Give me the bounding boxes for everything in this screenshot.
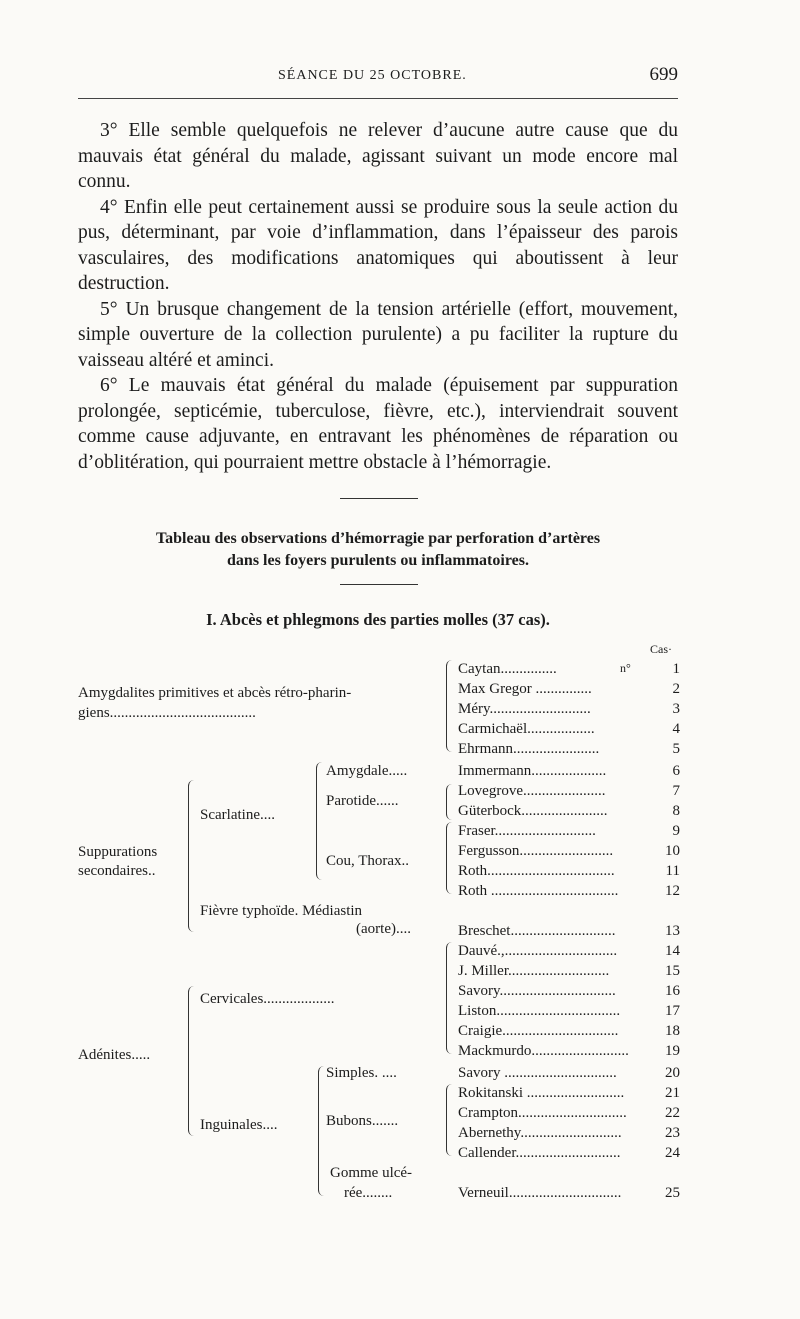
case-name: Roth .................................. xyxy=(458,883,619,899)
brace-inguinales xyxy=(318,1066,327,1196)
label-cou-thorax: Cou, Thorax.. xyxy=(326,853,410,869)
label-fievre-typhoide: Fièvre typhoïde. Médiastin xyxy=(200,903,363,919)
case-number: 19 xyxy=(665,1043,680,1059)
case-name: Verneuil.............................. xyxy=(458,1185,622,1201)
case-number: 3 xyxy=(672,701,680,717)
case-name: Immermann.................... xyxy=(458,763,607,779)
page-header xyxy=(78,64,678,86)
case-name: Savory............................... xyxy=(458,983,616,999)
case-name: Callender............................ xyxy=(458,1145,621,1161)
brace-suppurations xyxy=(188,780,197,932)
running-title: SÉANCE DU 25 OCTOBRE. xyxy=(278,68,467,83)
case-name: Savory .............................. xyxy=(458,1065,617,1081)
table-title xyxy=(78,528,678,572)
case-number: 24 xyxy=(665,1145,680,1161)
brace-cervicales xyxy=(446,942,455,1054)
brace-amygdalites xyxy=(446,660,455,752)
case-number: 16 xyxy=(665,983,680,999)
label-aorte: (aorte).... xyxy=(356,921,411,937)
case-name: Lovegrove...................... xyxy=(458,783,606,799)
case-name: Méry........................... xyxy=(458,701,591,717)
brace-adenites xyxy=(188,986,197,1136)
case-name: Liston................................. xyxy=(458,1003,621,1019)
label-secondaires: secondaires.. xyxy=(78,863,156,879)
label-cervicales: Cervicales................... xyxy=(200,991,335,1007)
label-parotide: Parotide...... xyxy=(326,793,399,809)
brace-cou-thorax xyxy=(446,822,455,894)
case-name: Fraser........................... xyxy=(458,823,596,839)
case-number: 11 xyxy=(665,863,680,879)
case-number: 23 xyxy=(665,1125,680,1141)
label-ree: rée........ xyxy=(344,1185,393,1201)
case-number: 21 xyxy=(665,1085,680,1101)
case-name: J. Miller........................... xyxy=(458,963,610,979)
label-suppurations: Suppurations xyxy=(78,844,158,860)
label-inguinales: Inguinales.... xyxy=(200,1117,278,1133)
case-name: Breschet............................ xyxy=(458,923,616,939)
header-rule xyxy=(78,98,678,99)
paragraph-5: 5° Un brusque changement de la tension artérielle (effort, mouvement, simple ouverture de la collection purulente) a pu faciliter la rupture du vaisseau altéré et aminci. xyxy=(78,298,678,371)
numero-label: n° xyxy=(620,661,631,675)
case-number: 17 xyxy=(665,1003,680,1019)
case-name: Caytan............... xyxy=(458,661,557,677)
case-name: Carmichaël.................. xyxy=(458,721,595,737)
paragraph-4: 4° Enfin elle peut certainement aussi se produire sous la seule action du pus, déterminant, par voie d’inflammation, dans l’épaisseur des parois vasculaires, des modifications anatomiques qui aboutissent à leur destruction. xyxy=(78,196,678,294)
brace-parotide xyxy=(446,784,455,820)
case-number: 13 xyxy=(665,923,680,939)
case-number: 22 xyxy=(665,1105,680,1121)
separator-rule-2 xyxy=(340,584,418,585)
case-number: 6 xyxy=(672,763,680,779)
case-number: 14 xyxy=(665,943,680,959)
case-name: Fergusson......................... xyxy=(458,843,614,859)
case-number: 12 xyxy=(665,883,680,899)
case-name: Dauvé.,.............................. xyxy=(458,943,618,959)
case-name: Ehrmann....................... xyxy=(458,741,600,757)
case-number: 18 xyxy=(665,1023,680,1039)
case-number: 25 xyxy=(665,1185,680,1201)
case-name: Craigie............................... xyxy=(458,1023,619,1039)
case-number: 5 xyxy=(672,741,680,757)
case-number: 10 xyxy=(665,843,680,859)
body-text xyxy=(78,118,678,475)
label-simples: Simples. .... xyxy=(326,1065,397,1081)
section-title: I. Abcès et phlegmons des parties molles (37 cas). xyxy=(206,610,550,629)
paragraph-3: 3° Elle semble quelquefois ne relever d’aucune autre cause que du mauvais état général du malade, agissant suivant un mode encore mal connu. xyxy=(78,120,678,192)
case-number: 7 xyxy=(672,783,680,799)
case-number: 15 xyxy=(665,963,680,979)
label-adenites: Adénites..... xyxy=(78,1047,151,1063)
table-title-line-1: Tableau des observations d’hémorragie par perforation d’artères xyxy=(155,530,601,547)
case-name: Crampton............................. xyxy=(458,1105,627,1121)
case-number: 20 xyxy=(665,1065,680,1081)
case-number: 9 xyxy=(672,823,680,839)
cas-column-header: Cas· xyxy=(650,642,672,656)
case-number: 8 xyxy=(672,803,680,819)
case-name: Roth.................................. xyxy=(458,863,615,879)
label-bubons: Bubons....... xyxy=(326,1113,399,1129)
case-number: 1 xyxy=(672,661,680,677)
label-amygdalites: Amygdalites primitives et abcès rétro-pharin- xyxy=(78,685,352,701)
separator-rule xyxy=(340,498,418,499)
label-gomme: Gomme ulcé- xyxy=(330,1165,413,1181)
brace-bubons xyxy=(446,1084,455,1156)
case-number: 4 xyxy=(672,721,680,737)
case-number: 2 xyxy=(672,681,680,697)
label-scarlatine: Scarlatine.... xyxy=(200,807,275,823)
label-giens: giens....................................... xyxy=(78,705,256,721)
case-name: Max Gregor ............... xyxy=(458,681,592,697)
brace-scarlatine xyxy=(316,762,325,880)
case-name: Rokitanski .......................... xyxy=(458,1085,625,1101)
case-name: Mackmurdo.......................... xyxy=(458,1043,629,1059)
page-number: 699 xyxy=(649,64,678,85)
label-amygdale: Amygdale..... xyxy=(326,763,408,779)
case-name: Güterbock....................... xyxy=(458,803,608,819)
table-title-line-2: dans les foyers purulents ou inflammatoires. xyxy=(227,552,529,569)
paragraph-6: 6° Le mauvais état général du malade (épuisement par suppuration prolongée, septicémie, tuberculose, fièvre, etc.), interviendrait souvent comme cause adjuvante, en entravant les phénomènes de réparation ou d’oblitération, qui pourraient mettre obstacle à l’hémorragie. xyxy=(78,375,678,473)
case-name: Abernethy........................... xyxy=(458,1125,622,1141)
